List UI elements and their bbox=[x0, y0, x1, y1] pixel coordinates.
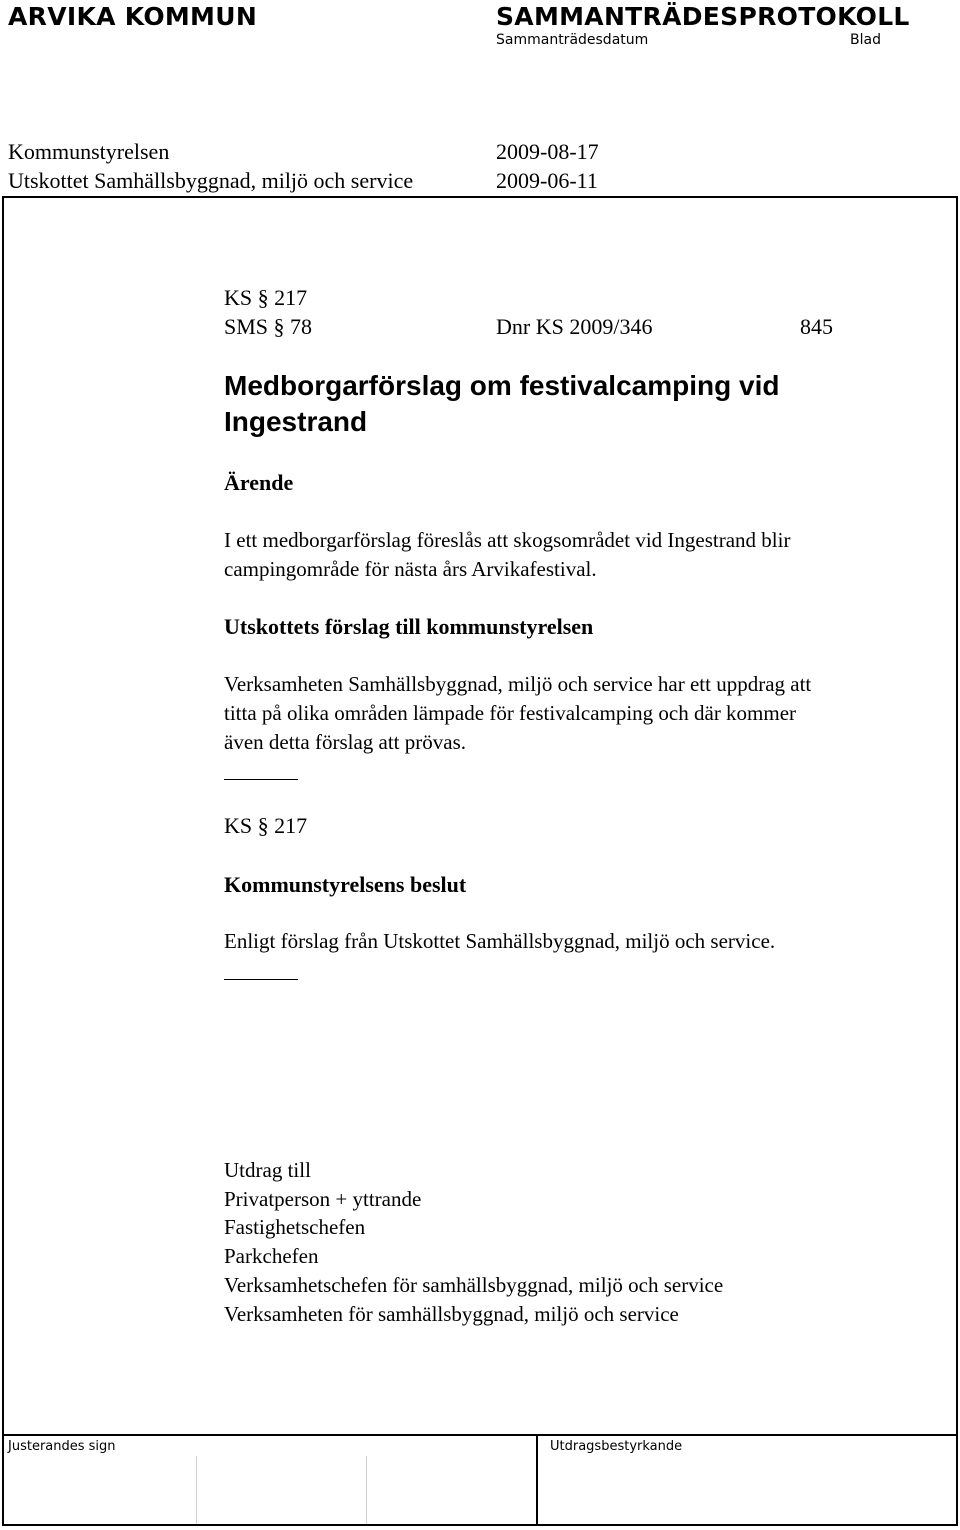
proposal-line-1: Verksamheten Samhällsbyggnad, miljö och service har ett uppdrag att bbox=[224, 672, 812, 696]
recipient-item: Verksamhetschefen för samhällsbyggnad, miljö och service bbox=[224, 1273, 724, 1297]
municipality-name: ARVIKA KOMMUN bbox=[8, 2, 258, 31]
dnr-ref: Dnr KS 2009/346 bbox=[496, 314, 653, 339]
decision-heading: Kommunstyrelsens beslut bbox=[224, 872, 467, 897]
arende-heading: Ärende bbox=[224, 470, 294, 495]
meeting-date-1: 2009-08-17 bbox=[496, 139, 599, 164]
document-type: SAMMANTRÄDESPROTOKOLL bbox=[496, 2, 910, 31]
recipient-item: Fastighetschefen bbox=[224, 1215, 366, 1239]
proposal-line-2: titta på olika områden lämpade för festivalcamping och där kommer bbox=[224, 701, 797, 725]
adjuster-sign-label: Justerandes sign bbox=[8, 1439, 116, 1454]
frame-bottom-border bbox=[2, 1524, 958, 1526]
case-title-line-2: Ingestrand bbox=[224, 406, 368, 437]
recipient-item: Privatperson + yttrande bbox=[224, 1187, 422, 1211]
signature-box-divider bbox=[536, 1436, 538, 1526]
meeting-date-2: 2009-06-11 bbox=[496, 168, 598, 193]
frame-left-border bbox=[2, 196, 4, 1526]
arende-line-1: I ett medborgarförslag föreslås att skogsområdet vid Ingestrand blir bbox=[224, 528, 791, 552]
section-rule-1 bbox=[224, 779, 298, 780]
extract-heading: Utdrag till bbox=[224, 1158, 311, 1182]
page-label: Blad bbox=[850, 32, 881, 48]
footer-divider bbox=[2, 1434, 958, 1436]
meeting-date-label: Sammanträdesdatum bbox=[496, 32, 649, 48]
sms-paragraph-ref: SMS § 78 bbox=[224, 314, 313, 339]
case-title-line-1: Medborgarförslag om festivalcamping vid bbox=[224, 370, 780, 401]
meeting-body-2: Utskottet Samhällsbyggnad, miljö och service bbox=[8, 168, 414, 193]
case-code: 845 bbox=[800, 314, 833, 339]
signature-box-divider bbox=[196, 1456, 197, 1524]
section-rule-2 bbox=[224, 979, 298, 980]
proposal-line-3: även detta förslag att prövas. bbox=[224, 730, 466, 754]
frame-top-border bbox=[2, 196, 958, 198]
decision-text: Enligt förslag från Utskottet Samhällsbyggnad, miljö och service. bbox=[224, 929, 776, 953]
certifier-label: Utdragsbestyrkande bbox=[550, 1439, 683, 1454]
recipient-item: Parkchefen bbox=[224, 1244, 319, 1268]
proposal-heading: Utskottets förslag till kommunstyrelsen bbox=[224, 614, 594, 639]
recipient-item: Verksamheten för samhällsbyggnad, miljö och service bbox=[224, 1302, 679, 1326]
ks-paragraph-ref: KS § 217 bbox=[224, 285, 308, 310]
meeting-body-1: Kommunstyrelsen bbox=[8, 139, 170, 164]
ks-paragraph-ref-2: KS § 217 bbox=[224, 813, 308, 838]
signature-box-divider bbox=[366, 1456, 367, 1524]
frame-right-border bbox=[956, 196, 958, 1526]
arende-line-2: campingområde för nästa års Arvikafestival. bbox=[224, 557, 597, 581]
